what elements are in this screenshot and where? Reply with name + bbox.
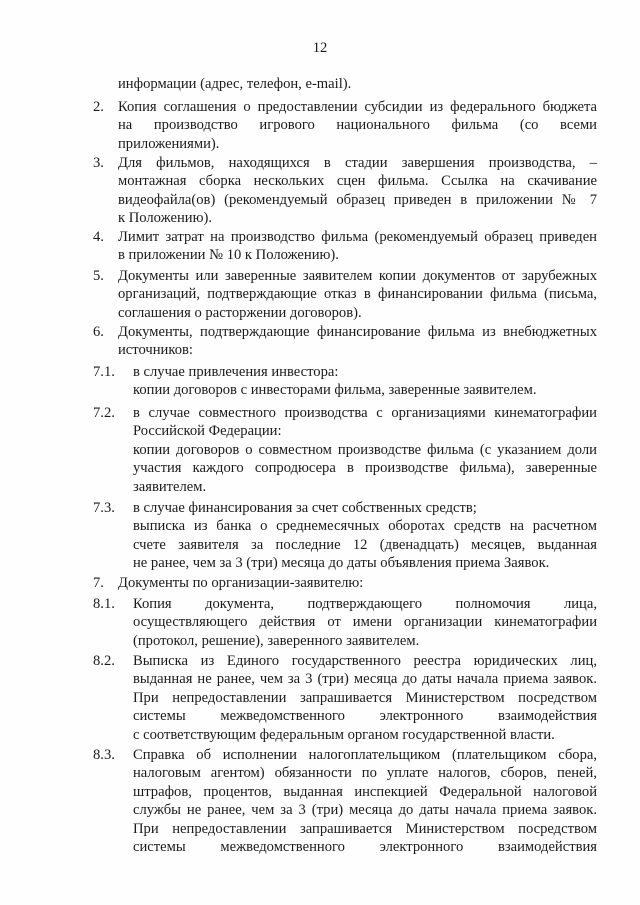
text-line: организаций, подтверждающие отказ в финансировании фильма (письма, [118,286,597,303]
item-number: 8.1. [93,596,115,612]
text-line: соглашения о расторжении договоров). [118,304,362,321]
text-line: источников: [118,342,193,359]
text-line: осуществляющего действия от имени организации кинематографии [133,614,597,631]
text-line: (протокол, решение), заверенного заявителем. [133,632,420,649]
text-line: выписка из банка о среднемесячных оборотах средств на расчетном [133,518,597,535]
text-line: счете заявителя за последние 12 (двенадцать) месяцев, выданная [133,536,597,553]
item-number: 6. [93,324,104,340]
item-number: 8.3. [93,747,115,763]
text-line: При непредоставлении запрашивается Министерством посредством [133,820,597,837]
text-line: видеофайла(ов) (рекомендуемый образец приведен в приложении № 7 [118,191,597,208]
text-line: копии договоров с инвесторами фильма, заверенные заявителем. [133,382,537,399]
text-line: заявителем. [133,478,207,495]
text-line: службы не ранее, чем за 3 (три) месяца до даты начала приема заявок. [133,802,597,819]
text-line: приложениями). [118,135,220,152]
text-line: Лимит затрат на производство фильма (рекомендуемый образец приведен [118,229,597,245]
text-line: монтажная сборка нескольких сцен фильма. Ссылка на скачивание [118,173,597,190]
text-line: При непредоставлении запрашивается Министерством посредством [133,689,597,706]
item-number: 8.2. [93,653,115,669]
text-line: налоговым агентом) обязанности по уплате налогов, сборов, пеней, [133,765,597,782]
text-line: в случае привлечения инвестора: [133,364,339,380]
item-text [118,574,597,592]
item-text [118,154,597,228]
text-line: выданная не ранее, чем за 3 (три) месяца до даты начала приема заявок. [133,671,597,688]
item-number: 7.3. [93,500,115,516]
item-number: 4. [93,229,104,245]
item-number: 7.1. [93,364,115,380]
text-line: Документы или заверенные заявителем копии документов от зарубежных [118,268,597,284]
text-line: не ранее, чем за 3 (три) месяца до даты объявления приема Заявок. [133,555,550,572]
item-text [118,228,597,265]
item-text [133,595,597,650]
text-line: в приложении № 10 к Положению). [118,247,339,264]
continuation-line: информации (адрес, телефон, e-mail). [118,76,352,92]
item-text [118,267,597,322]
text-line: системы межведомственного электронного взаимодействия [133,838,597,855]
text-line: в случае совместного производства с организациями кинематографии [133,405,597,421]
item-text [118,323,597,360]
text-line: участия каждого сопродюсера в производстве фильма), заверенные [133,460,597,477]
item-number: 3. [93,155,104,171]
text-line: Копия соглашения о предоставлении субсидии из федерального бюджета [118,99,597,115]
item-text [133,746,597,856]
item-text [133,363,597,400]
text-line: системы межведомственного электронного взаимодействия [133,708,597,725]
text-line: Документы, подтверждающие финансирование фильма из внебюджетных [118,324,597,340]
text-line: копии договоров о совместном производстве фильма (с указанием доли [133,441,597,458]
text-line: Выписка из Единого государственного реестра юридических лиц, [133,653,597,669]
text-line: Документы по организации-заявителю: [118,575,364,591]
text-line: с соответствующим федеральным органом государственной власти. [133,726,555,743]
item-text [133,499,597,573]
page-number: 12 [312,40,328,56]
text-line: Российской Федерации: [133,423,282,440]
text-line: штрафов, процентов, выданная инспекцией Федеральной налоговой [133,783,597,800]
item-number: 5. [93,268,104,284]
text-line: Справка об исполнении налогоплательщиком (плательщиком сбора, [133,747,597,763]
text-line: на производство игрового национального фильма (со всеми [118,117,597,134]
item-text [133,652,597,744]
item-number: 7.2. [93,405,115,421]
text-line: к Положению). [118,210,212,227]
item-text [118,98,597,153]
text-line: Копия документа, подтверждающего полномочия лица, [133,596,597,612]
text-line: в случае финансирования за счет собственных средств; [133,500,477,516]
item-number: 7. [93,575,104,591]
text-line: Для фильмов, находящихся в стадии завершения производства, – [118,155,597,171]
item-text [133,404,597,496]
item-number: 2. [93,99,104,115]
